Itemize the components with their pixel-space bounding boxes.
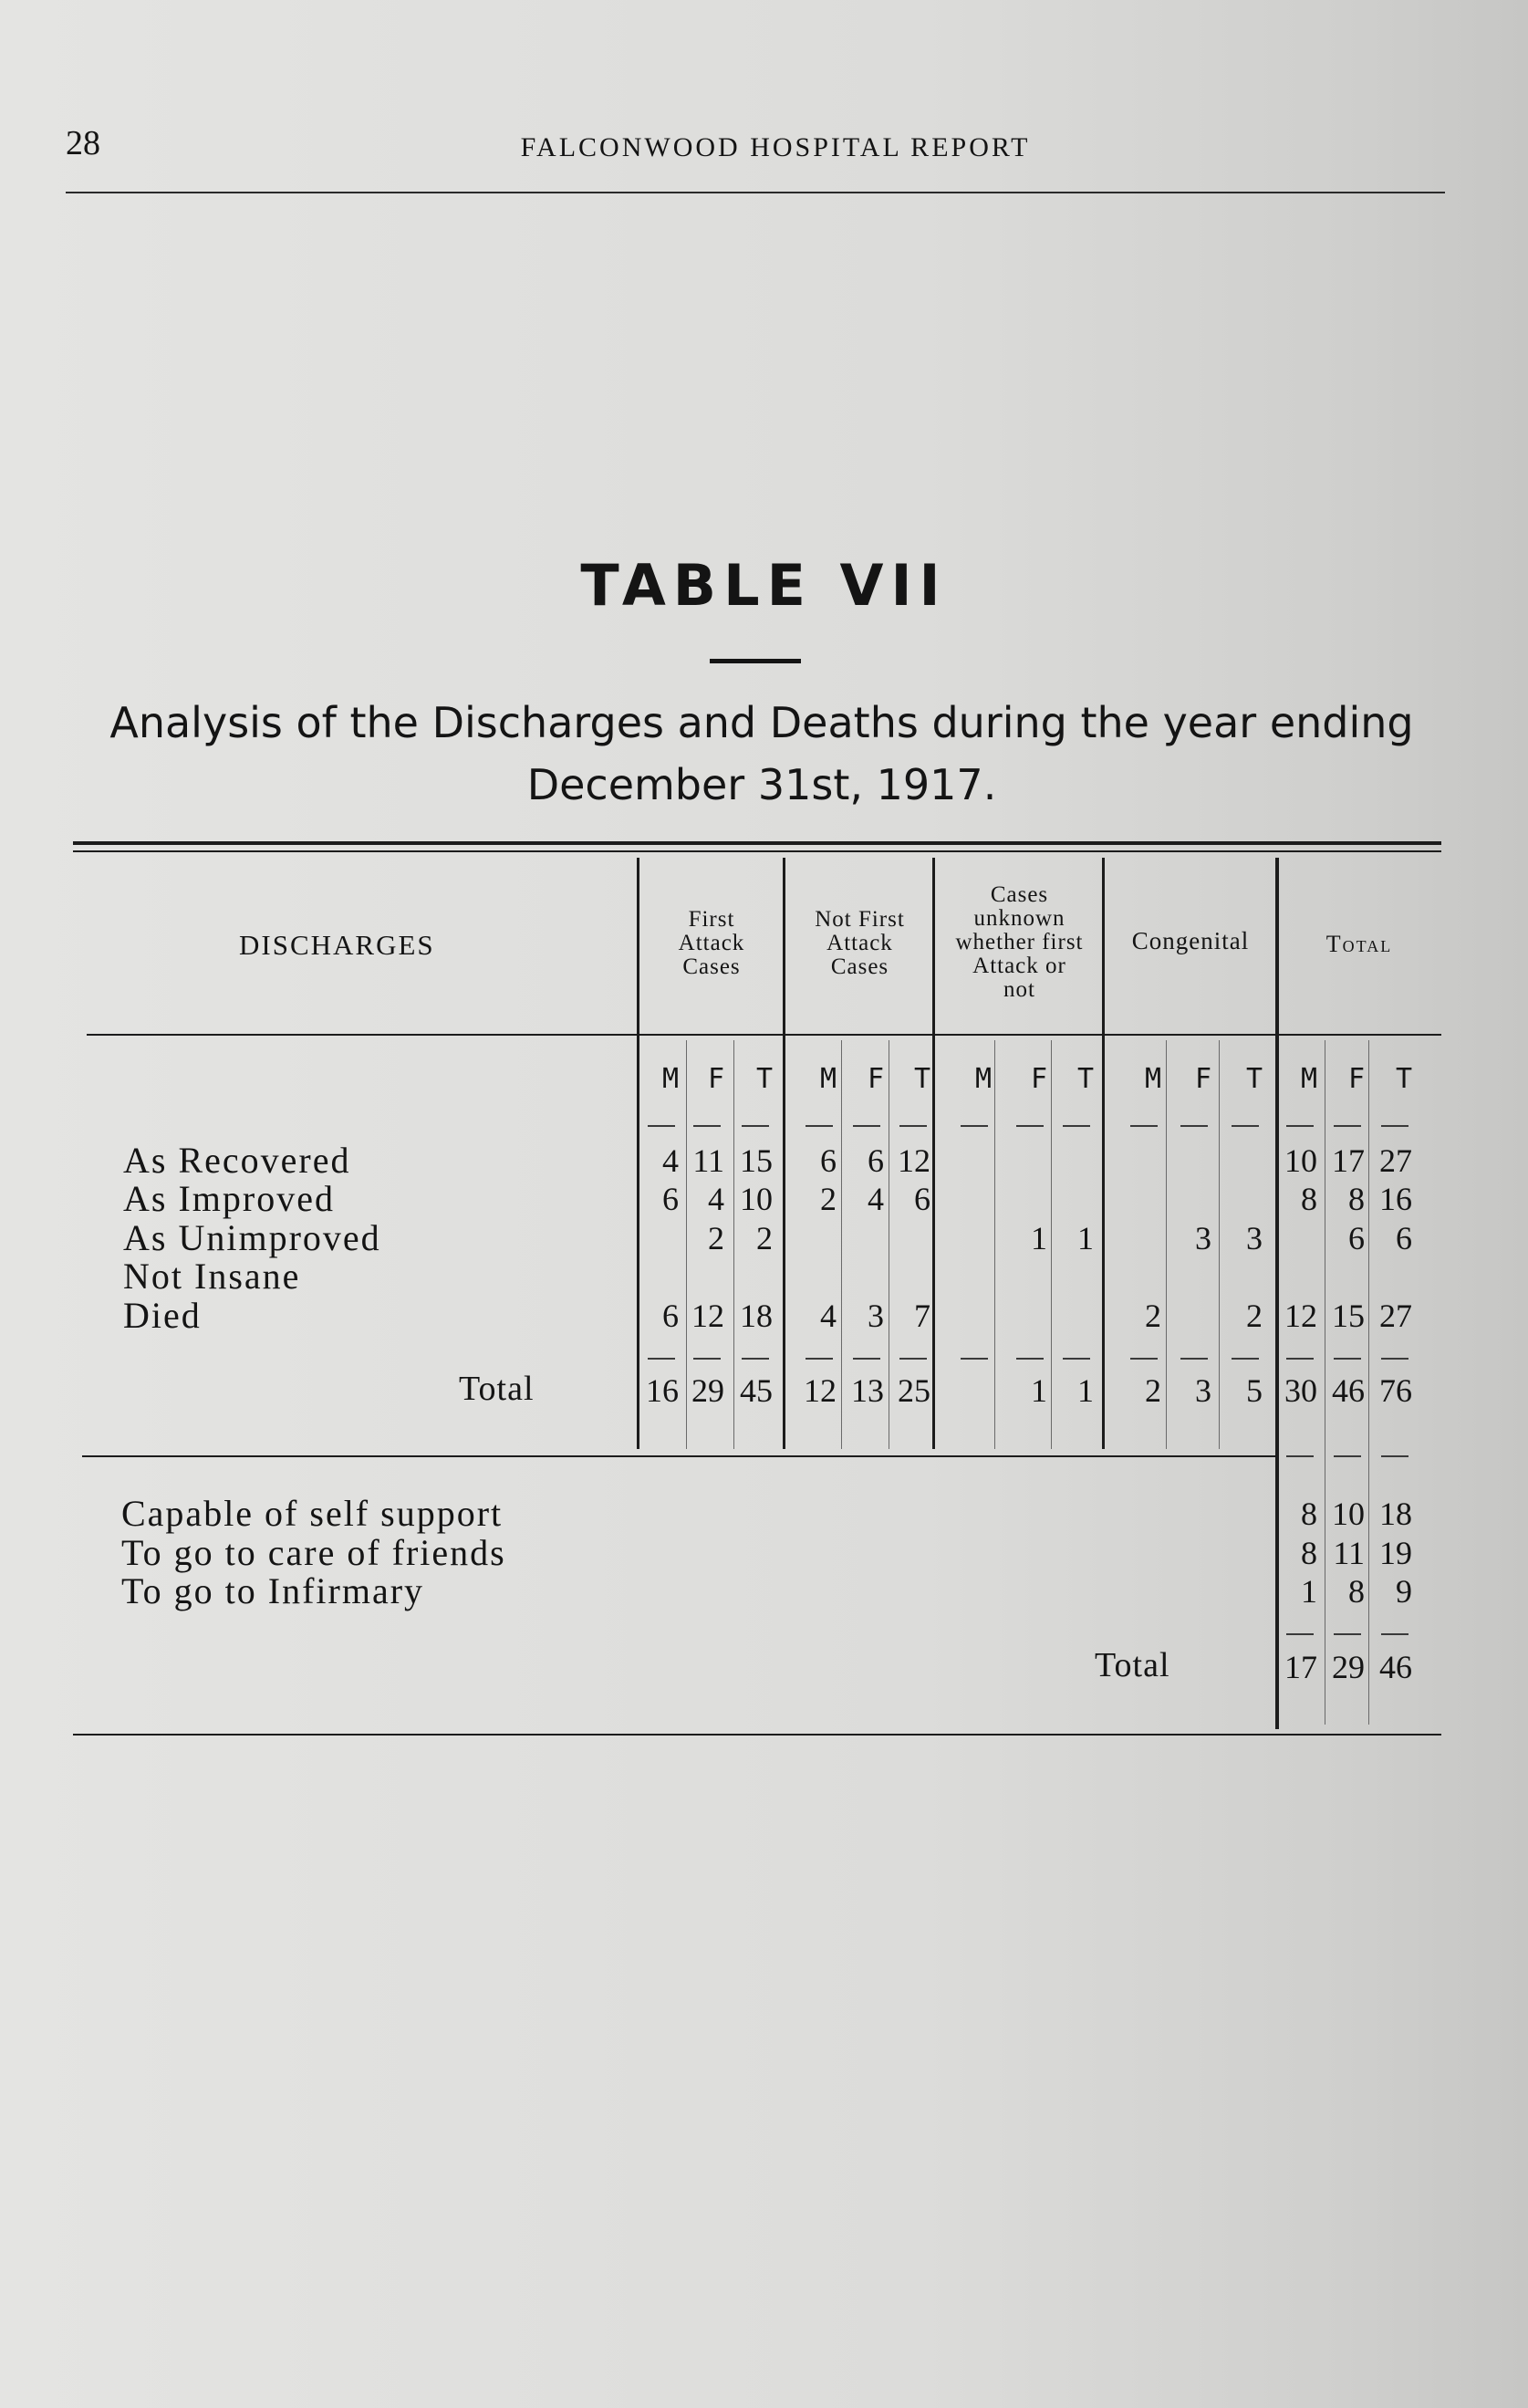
table-cell: 15 bbox=[740, 1142, 773, 1179]
total-dash bbox=[1286, 1358, 1314, 1360]
group-header-line: Cases bbox=[830, 954, 889, 979]
subcolumn-header: T bbox=[913, 1063, 930, 1095]
subcolumn-header: M bbox=[1144, 1063, 1161, 1095]
total-cell: 45 bbox=[740, 1372, 773, 1409]
table-cell: 4 bbox=[662, 1142, 679, 1179]
table-cell: 12 bbox=[691, 1298, 724, 1334]
subcolumn-header: M bbox=[819, 1063, 837, 1095]
total-dash bbox=[1130, 1358, 1158, 1360]
subcolumn-dash bbox=[899, 1125, 927, 1127]
total-dash bbox=[1381, 1358, 1408, 1360]
page-number: 28 bbox=[66, 124, 100, 162]
table-cell: 8 bbox=[1348, 1181, 1365, 1217]
group-header bbox=[1104, 929, 1277, 953]
subcolumn-header: T bbox=[1245, 1063, 1263, 1095]
table-cell: 10 bbox=[1284, 1142, 1317, 1179]
table-top-rule-2 bbox=[73, 850, 1441, 852]
table-cell: 4 bbox=[868, 1181, 884, 1217]
row-header: DISCHARGES bbox=[239, 929, 435, 961]
destination-cell: 8 bbox=[1301, 1535, 1317, 1571]
table-cell: 4 bbox=[820, 1298, 837, 1334]
total-cell: 12 bbox=[804, 1372, 837, 1409]
total-dash bbox=[853, 1358, 880, 1360]
destination-cell: 8 bbox=[1301, 1496, 1317, 1532]
subcolumn-dash bbox=[1180, 1125, 1208, 1127]
destination-total-dash bbox=[1286, 1633, 1314, 1635]
table-cell: 17 bbox=[1332, 1142, 1365, 1179]
subcolumn-header: F bbox=[1194, 1063, 1211, 1095]
table-cell: 2 bbox=[708, 1220, 724, 1256]
table-cell: 3 bbox=[1246, 1220, 1263, 1256]
total-row-label: Total bbox=[459, 1370, 535, 1408]
subcolumn-dash bbox=[1232, 1125, 1259, 1127]
group-header-line: Congenital bbox=[1131, 927, 1250, 954]
table-cell: 7 bbox=[914, 1298, 930, 1334]
subcolumn-divider bbox=[1166, 1040, 1167, 1449]
destination-total-dash bbox=[1381, 1633, 1408, 1635]
table-cell: 6 bbox=[1396, 1220, 1412, 1256]
destination-cell: 18 bbox=[1379, 1496, 1412, 1532]
subcolumn-dash bbox=[1286, 1125, 1314, 1127]
total-dash bbox=[693, 1358, 721, 1360]
group-header-line: Attack bbox=[826, 931, 893, 955]
table-cell: 1 bbox=[1031, 1220, 1047, 1256]
total-dash bbox=[806, 1358, 833, 1360]
total-cell: 3 bbox=[1195, 1372, 1211, 1409]
destination-label: To go to Infirmary bbox=[121, 1570, 425, 1611]
table-cell: 8 bbox=[1301, 1181, 1317, 1217]
total-dash bbox=[1016, 1358, 1044, 1360]
total-cell: 29 bbox=[691, 1372, 724, 1409]
row-label: As Unimproved bbox=[123, 1217, 381, 1258]
group-header-line: Cases bbox=[990, 882, 1049, 907]
subcolumn-header: T bbox=[755, 1063, 773, 1095]
destination-dash bbox=[1334, 1455, 1361, 1457]
total-cell: 1 bbox=[1031, 1372, 1047, 1409]
destination-cell: 19 bbox=[1379, 1535, 1412, 1571]
table-cell: 2 bbox=[756, 1220, 773, 1256]
destination-dash bbox=[1286, 1455, 1314, 1457]
destination-cell: 1 bbox=[1301, 1573, 1317, 1610]
table-cell: 2 bbox=[1145, 1298, 1161, 1334]
table-cell: 6 bbox=[662, 1181, 679, 1217]
subcolumn-header: M bbox=[1300, 1063, 1317, 1095]
row-label: Died bbox=[123, 1295, 202, 1336]
table-cell: 1 bbox=[1077, 1220, 1094, 1256]
subcolumn-dash bbox=[742, 1125, 769, 1127]
table-top-rule-1 bbox=[73, 841, 1441, 845]
total-cell: 13 bbox=[851, 1372, 884, 1409]
table-cell: 12 bbox=[1284, 1298, 1317, 1334]
group-header-rule bbox=[87, 1034, 1441, 1036]
total-cell: 76 bbox=[1379, 1372, 1412, 1409]
subcolumn-header: F bbox=[1030, 1063, 1047, 1095]
subcolumn-dash bbox=[1381, 1125, 1408, 1127]
total-dash bbox=[1063, 1358, 1090, 1360]
table-cell: 6 bbox=[914, 1181, 930, 1217]
subcolumn-header: F bbox=[1347, 1063, 1365, 1095]
table-cell: 11 bbox=[692, 1142, 724, 1179]
total-dash bbox=[1180, 1358, 1208, 1360]
subtitle-line-1: Analysis of the Discharges and Deaths during the year ending bbox=[109, 698, 1414, 747]
subcolumn-header: F bbox=[867, 1063, 884, 1095]
subcolumn-dash bbox=[1130, 1125, 1158, 1127]
subcolumn-divider bbox=[1219, 1040, 1220, 1449]
subcolumn-header: M bbox=[974, 1063, 992, 1095]
destination-label: Capable of self support bbox=[121, 1493, 504, 1534]
destination-cell: 8 bbox=[1348, 1573, 1365, 1610]
table-cell: 6 bbox=[868, 1142, 884, 1179]
group-header-line: Total bbox=[1325, 931, 1393, 957]
subcolumn-dash bbox=[853, 1125, 880, 1127]
group-header-line: Attack bbox=[678, 931, 745, 955]
table-cell: 6 bbox=[1348, 1220, 1365, 1256]
destination-total-dash bbox=[1334, 1633, 1361, 1635]
destination-cell: 10 bbox=[1332, 1496, 1365, 1532]
subcolumn-header: T bbox=[1076, 1063, 1094, 1095]
subcolumn-dash bbox=[961, 1125, 988, 1127]
destination-label: To go to care of friends bbox=[121, 1532, 506, 1573]
total-dash bbox=[899, 1358, 927, 1360]
destination-total-cell: 46 bbox=[1379, 1649, 1412, 1685]
table-cell: 15 bbox=[1332, 1298, 1365, 1334]
subtitle-line-2: December 31st, 1917. bbox=[526, 760, 997, 809]
total-dash bbox=[1334, 1358, 1361, 1360]
group-header bbox=[935, 883, 1104, 1002]
subcolumn-header: F bbox=[707, 1063, 724, 1095]
subcolumn-divider bbox=[1368, 1040, 1369, 1449]
subcolumn-dash bbox=[1016, 1125, 1044, 1127]
table-cell: 6 bbox=[662, 1298, 679, 1334]
destination-total-label: Total bbox=[1095, 1646, 1170, 1684]
group-header-line: not bbox=[1003, 977, 1035, 1002]
destination-total-cell: 17 bbox=[1284, 1649, 1317, 1685]
total-cell: 16 bbox=[646, 1372, 679, 1409]
total-dash bbox=[742, 1358, 769, 1360]
table-cell: 10 bbox=[740, 1181, 773, 1217]
subcolumn-dash bbox=[693, 1125, 721, 1127]
total-subcolumn-divider bbox=[1368, 1449, 1369, 1725]
subcolumn-divider bbox=[994, 1040, 995, 1449]
table-cell: 2 bbox=[820, 1181, 837, 1217]
total-dash bbox=[961, 1358, 988, 1360]
section-rule bbox=[82, 1455, 1277, 1457]
total-cell: 25 bbox=[898, 1372, 930, 1409]
total-cell: 2 bbox=[1145, 1372, 1161, 1409]
row-label: Not Insane bbox=[123, 1256, 301, 1297]
running-title: FALCONWOOD HOSPITAL REPORT bbox=[520, 132, 1031, 162]
group-header-line: whether first bbox=[955, 930, 1084, 954]
table-cell: 6 bbox=[820, 1142, 837, 1179]
group-header-line: Cases bbox=[682, 954, 741, 979]
total-dash bbox=[1232, 1358, 1259, 1360]
subcolumn-header: T bbox=[1395, 1063, 1412, 1095]
group-header bbox=[785, 908, 935, 979]
table-title: TABLE VII bbox=[580, 552, 948, 619]
total-dash bbox=[648, 1358, 675, 1360]
subcolumn-header: M bbox=[661, 1063, 679, 1095]
total-cell: 5 bbox=[1246, 1372, 1263, 1409]
total-cell: 30 bbox=[1284, 1372, 1317, 1409]
total-cell: 46 bbox=[1332, 1372, 1365, 1409]
table-cell: 3 bbox=[1195, 1220, 1211, 1256]
destination-total-cell: 29 bbox=[1332, 1649, 1365, 1685]
group-header bbox=[639, 908, 785, 979]
group-header bbox=[1277, 931, 1441, 958]
group-header-line: Not First bbox=[815, 907, 905, 932]
destination-cell: 11 bbox=[1333, 1535, 1365, 1571]
subcolumn-dash bbox=[806, 1125, 833, 1127]
destination-dash bbox=[1381, 1455, 1408, 1457]
table-cell: 3 bbox=[868, 1298, 884, 1334]
group-header-line: First bbox=[688, 907, 735, 932]
table-cell: 4 bbox=[708, 1181, 724, 1217]
table-cell: 16 bbox=[1379, 1181, 1412, 1217]
table-cell: 12 bbox=[898, 1142, 930, 1179]
group-header-line: Attack or bbox=[972, 954, 1066, 978]
total-cell: 1 bbox=[1077, 1372, 1094, 1409]
subcolumn-dash bbox=[1063, 1125, 1090, 1127]
table-cell: 2 bbox=[1246, 1298, 1263, 1334]
table-cell: 27 bbox=[1379, 1142, 1412, 1179]
destination-cell: 9 bbox=[1396, 1573, 1412, 1610]
subcolumn-dash bbox=[648, 1125, 675, 1127]
subcolumn-dash bbox=[1334, 1125, 1361, 1127]
row-label: As Recovered bbox=[123, 1140, 351, 1181]
row-label: As Improved bbox=[123, 1178, 335, 1219]
table-cell: 18 bbox=[740, 1298, 773, 1334]
table-cell: 27 bbox=[1379, 1298, 1412, 1334]
group-header-line: unknown bbox=[973, 906, 1065, 931]
table-bottom-rule bbox=[73, 1734, 1441, 1736]
